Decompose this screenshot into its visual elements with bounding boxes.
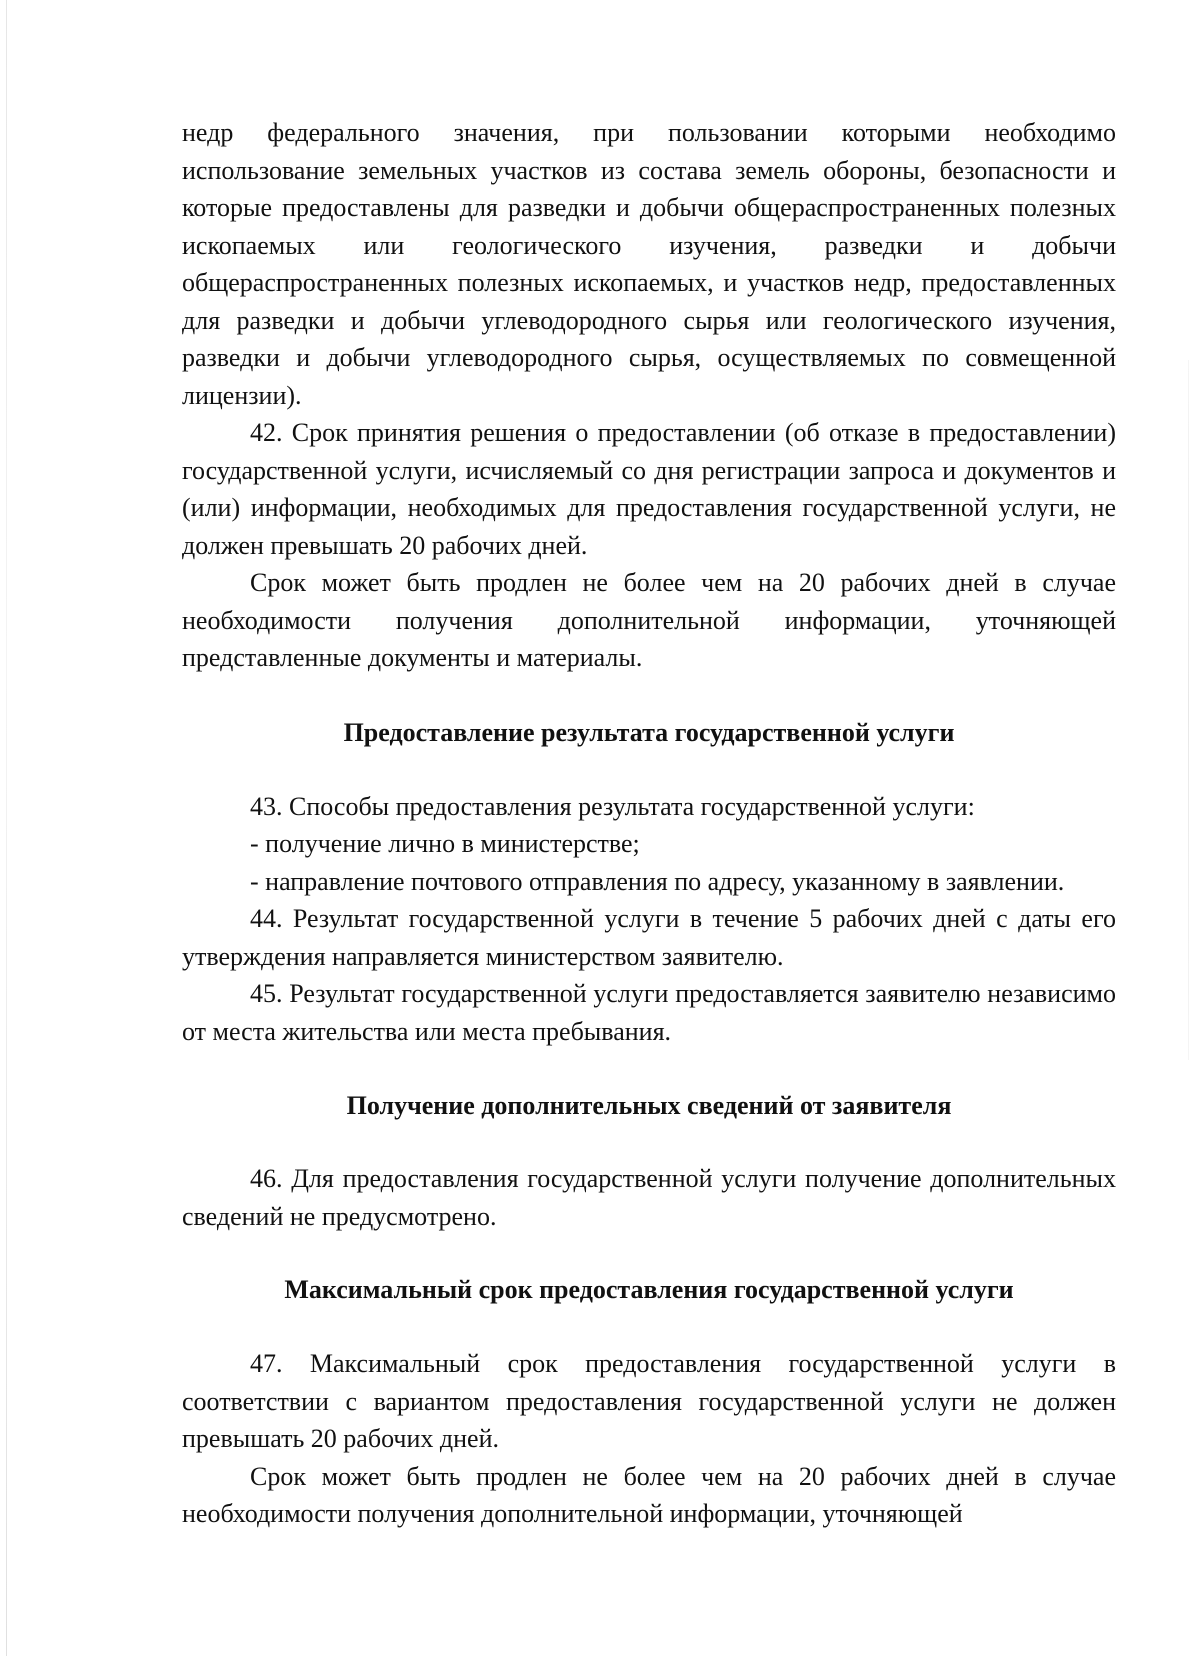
document-page xyxy=(182,114,1116,1533)
paragraph-continuation: недр федерального значения, при пользовании которыми необходимо использование земельных участков из состава земель обороны, безопасности и которые предоставлены для разведки и добычи общераспространенных полезных ископаемых или геологического изучения, разведки и добычи общераспространенных полезных ископаемых, и участков недр, предоставленных для разведки и добычи углеводородного сырья или геологического изучения, разведки и добычи углеводородного сырья, осуществляемых по совмещенной лицензии). xyxy=(182,118,1116,410)
paragraph-44: 44. Результат государственной услуги в течение 5 рабочих дней с даты его утверждения направляется министерством заявителю. xyxy=(182,904,1116,971)
paragraph-46: 46. Для предоставления государственной услуги получение дополнительных сведений не предусмотрено. xyxy=(182,1164,1116,1231)
paragraph-42-extension: Срок может быть продлен не более чем на 20 рабочих дней в случае необходимости получения дополнительной информации, уточняющей представленные документы и материалы. xyxy=(182,568,1116,672)
scan-edge-left xyxy=(6,0,7,1656)
paragraph-47: 47. Максимальный срок предоставления государственной услуги в соответствии с вариантом предоставления государственной услуги не должен превышать 20 рабочих дней. xyxy=(182,1349,1116,1453)
section-heading-max-term: Максимальный срок предоставления государственной услуги xyxy=(284,1275,1014,1304)
list-item-postal: - направление почтового отправления по адресу, указанному в заявлении. xyxy=(250,866,1065,896)
paragraph-43: 43. Способы предоставления результата государственной услуги: xyxy=(250,791,975,821)
section-heading-result-delivery: Предоставление результата государственной услуги xyxy=(343,717,955,747)
paragraph-42: 42. Срок принятия решения о предоставлении (об отказе в предоставлении) государственной услуги, исчисляемый со дня регистрации запроса и документов и (или) информации, необходимых для предоставления государственной услуги, не должен превышать 20 рабочих дней. xyxy=(182,418,1116,560)
scan-edge-right xyxy=(1188,360,1189,1060)
section-heading-additional-info: Получение дополнительных сведений от заявителя xyxy=(346,1091,952,1120)
paragraph-45: 45. Результат государственной услуги предоставляется заявителю независимо от места жительства или места пребывания. xyxy=(182,979,1116,1046)
list-item-in-person: - получение лично в министерстве; xyxy=(250,829,640,858)
paragraph-47-extension: Срок может быть продлен не более чем на 20 рабочих дней в случае необходимости получения дополнительной информации, уточняющей xyxy=(182,1461,1116,1528)
